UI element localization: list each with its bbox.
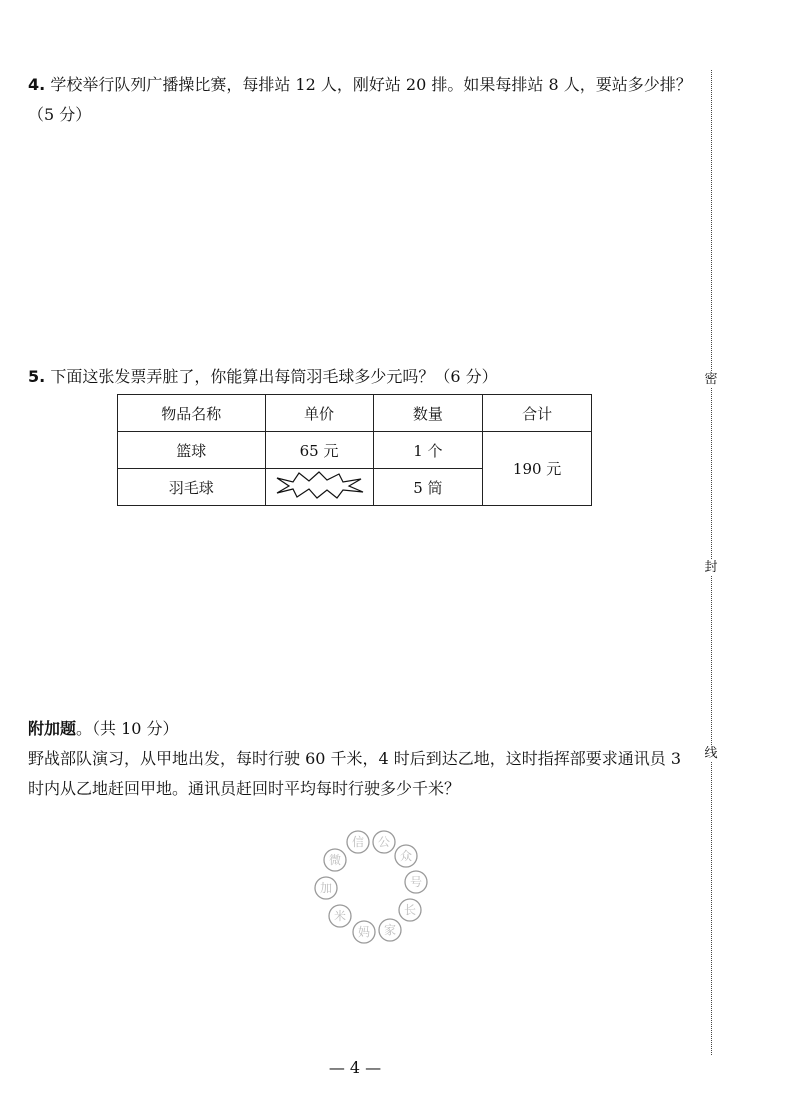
margin-char-xian: 线 <box>704 746 718 761</box>
svg-text:加: 加 <box>319 881 333 895</box>
svg-text:信: 信 <box>351 835 365 849</box>
svg-text:妈: 妈 <box>357 925 371 939</box>
invoice-total: 190 元 <box>483 432 592 506</box>
invoice-table <box>117 394 592 506</box>
question-4-text: 学校举行队列广播操比赛，每排站 12 人，刚好站 20 排。如果每排站 8 人，要站多少排？（5 分） <box>28 75 692 124</box>
row-2-price-smudge <box>265 469 373 506</box>
header-item-name: 物品名称 <box>118 395 266 432</box>
bonus-section-title <box>28 716 179 742</box>
question-5-number: 5. <box>28 367 46 386</box>
ink-smudge-icon <box>273 470 365 500</box>
question-4 <box>28 70 693 130</box>
watermark-seal-icon <box>300 820 440 960</box>
margin-char-mi: 密 <box>704 372 718 387</box>
svg-text:米: 米 <box>333 909 347 923</box>
margin-char-feng: 封 <box>704 560 718 575</box>
svg-text:号: 号 <box>409 875 423 889</box>
header-quantity: 数量 <box>373 395 483 432</box>
svg-text:家: 家 <box>383 923 397 937</box>
question-5 <box>28 362 693 392</box>
svg-text:长: 长 <box>403 903 417 917</box>
row-1-name: 篮球 <box>118 432 266 469</box>
svg-text:公: 公 <box>377 835 391 849</box>
page-number: — 4 — <box>328 1058 382 1077</box>
table-row <box>118 432 592 469</box>
row-1-qty: 1 个 <box>373 432 483 469</box>
row-2-name: 羽毛球 <box>118 469 266 506</box>
invoice-header-row <box>118 395 592 432</box>
bonus-title-suffix: 。（共 10 分） <box>76 719 179 738</box>
header-total: 合计 <box>483 395 592 432</box>
question-5-text: 下面这张发票弄脏了，你能算出每筒羽毛球多少元吗？（6 分） <box>50 367 498 386</box>
question-4-number: 4. <box>28 75 46 94</box>
bonus-question-text: 野战部队演习，从甲地出发，每时行驶 60 千米，4 时后到达乙地，这时指挥部要求通讯员 3 时内从乙地赶回甲地。通讯员赶回时平均每时行驶多少千米？ <box>28 749 682 798</box>
header-unit-price: 单价 <box>265 395 373 432</box>
svg-text:微: 微 <box>328 853 342 867</box>
row-2-qty: 5 筒 <box>373 469 483 506</box>
row-1-price: 65 元 <box>265 432 373 469</box>
bonus-title: 附加题 <box>28 719 77 738</box>
svg-text:众: 众 <box>399 849 413 863</box>
